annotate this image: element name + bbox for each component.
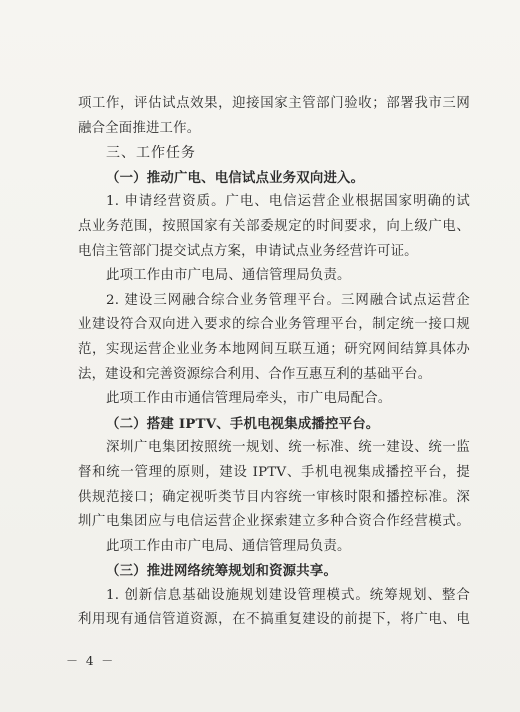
text-line: 2. 建设三网融合综合业务管理平台。三网融合试点运营企	[106, 292, 470, 308]
subsection-heading: （二）搭建 IPTV、手机电视集成播控平台。	[106, 415, 380, 432]
text-line: 1. 创新信息基础设施规划建设管理模式。统筹规划、整合	[106, 587, 470, 603]
document-body	[78, 92, 470, 633]
text-line: 融合全面推进工作。	[78, 120, 201, 136]
text-line: 项工作，评估试点效果，迎接国家主管部门验收；部署我市三网	[78, 96, 470, 111]
text-line: 供规范接口；确定视听类节目内容统一审核时限和播控标准。深	[78, 489, 470, 505]
text-line: 此项工作由市广电局、通信管理局负责。	[106, 268, 351, 284]
text-line: 法，建设和完善资源综合利用、合作互惠互利的基础平台。	[78, 366, 432, 382]
text-line: 点业务范围，按照国家有关部委规定的时间要求，向上级广电、	[78, 218, 470, 234]
text-line: 此项工作由市广电局、通信管理局负责。	[106, 538, 351, 554]
subsection-heading: （三）推进网络统筹规划和资源共享。	[106, 563, 338, 580]
text-line: 圳广电集团应与电信运营企业探索建立多种合资合作经营模式。	[78, 514, 470, 530]
page-number: － 4 －	[66, 654, 116, 668]
text-line: 1. 申请经营资质。广电、电信运营企业根据国家明确的试	[106, 194, 470, 210]
section-heading: 三、工作任务	[106, 145, 196, 162]
text-line: 此项工作由市通信管理局牵头，市广电局配合。	[106, 391, 392, 407]
text-line: 深圳广电集团按照统一规划、统一标准、统一建设、统一监	[106, 440, 470, 456]
text-line: 利用现有通信管道资源，在不搞重复建设的前提下，将广电、电	[78, 612, 470, 628]
text-line: 范，实现运营企业业务本地网间互联互通；研究网间结算具体办	[78, 341, 470, 357]
text-line: 电信主管部门提交试点方案，申请试点业务经营许可证。	[78, 243, 418, 259]
subsection-heading: （一）推动广电、电信试点业务双向进入。	[106, 169, 365, 186]
text-line: 督和统一管理的原则，建设 IPTV、手机电视集成播控平台，提	[78, 464, 470, 480]
text-line: 业建设符合双向进入要求的综合业务管理平台，制定统一接口规	[78, 317, 470, 333]
